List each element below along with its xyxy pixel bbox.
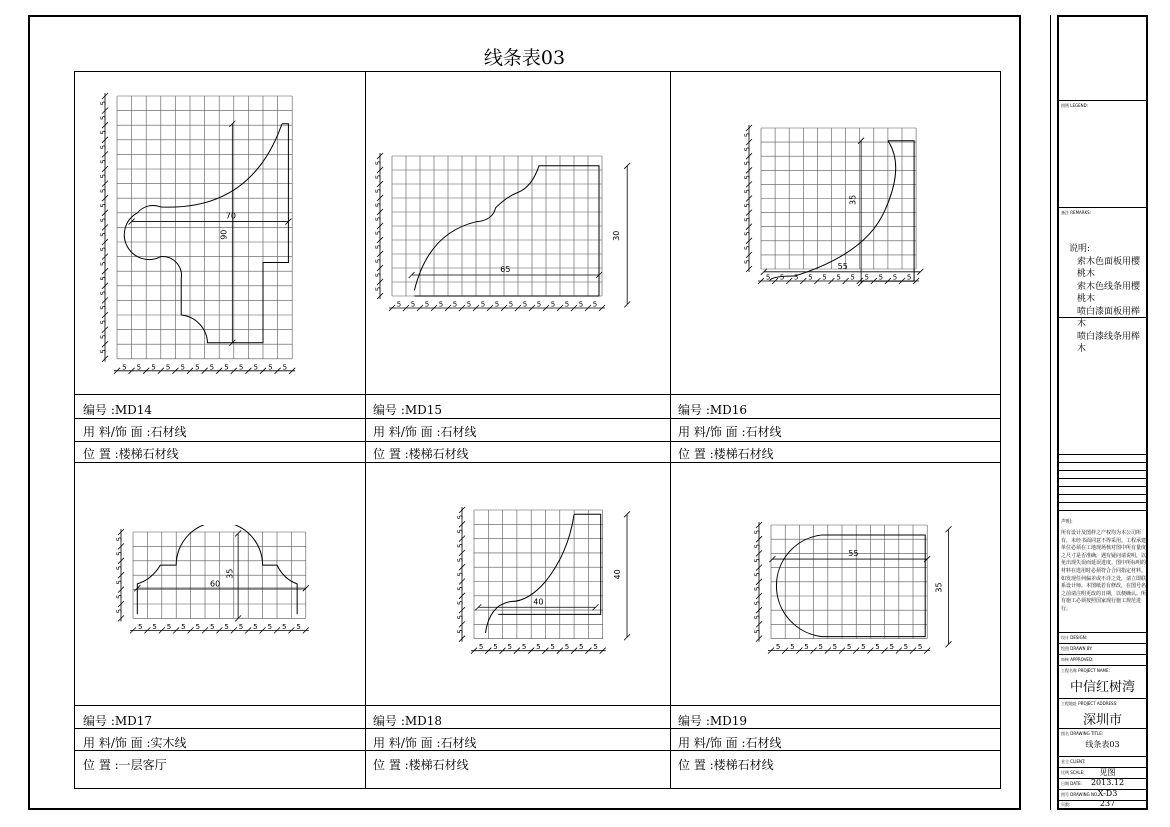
- profile-position: 位 置 :楼梯石材线: [373, 758, 469, 772]
- dimension-label: 35: [225, 568, 235, 579]
- dimension-label: 40: [533, 597, 544, 607]
- scale-label: 5: [99, 159, 108, 164]
- notes-heading: 说明:: [1069, 244, 1091, 254]
- scale-label: 5: [864, 273, 869, 282]
- scale-label: 5: [753, 615, 762, 620]
- profile-position: 位 置 :楼梯石材线: [373, 447, 469, 461]
- scale-label: 5: [456, 514, 465, 520]
- project-name-label: 工程名称 PROJECT NAME:: [1061, 668, 1110, 673]
- profile-code: 编号 :MD17: [83, 714, 153, 728]
- row-divider: [75, 394, 1000, 395]
- row-divider: [75, 705, 1000, 706]
- scale-label: 5: [753, 586, 762, 592]
- scale-label: 5: [753, 529, 762, 535]
- scale-label: 5: [836, 273, 841, 282]
- scale-label: 5: [846, 643, 852, 652]
- dimension-label: 65: [500, 265, 511, 275]
- scale-label: 5: [374, 286, 383, 292]
- profile-outline: [137, 525, 297, 614]
- profile-outline: [414, 166, 599, 296]
- drawing-title-label: 图名 DRAWING TITLE:: [1061, 731, 1104, 736]
- dimension-label: 40: [612, 569, 622, 580]
- scale-label: 5: [224, 622, 229, 631]
- scale-label: 5: [592, 300, 598, 309]
- scale-label: 5: [374, 230, 383, 236]
- scale-label: 5: [115, 551, 124, 556]
- approved-label: 审核 APPROVED:: [1061, 657, 1094, 662]
- scale-label: 5: [374, 216, 383, 222]
- dimension-label: 60: [209, 579, 221, 589]
- scale-label: 5: [522, 300, 528, 309]
- scale-label: 5: [99, 217, 108, 223]
- scale-label: 5: [374, 272, 383, 278]
- scale-label: 5: [743, 259, 752, 265]
- scale-label: 5: [564, 643, 570, 652]
- scale-label: 5: [917, 643, 923, 652]
- remarks-label: 备注 REMARKS:: [1061, 210, 1092, 215]
- scale-label: 5: [456, 543, 465, 548]
- scale-label: 5: [536, 643, 541, 652]
- scale-label: 5: [878, 273, 884, 282]
- legend-label: 图例 LEGEND:: [1061, 103, 1089, 108]
- project-address: 深圳市: [1082, 713, 1122, 728]
- scale-label: 5: [892, 273, 898, 282]
- scale-label: 5: [808, 273, 813, 282]
- scale-label: 5: [564, 300, 570, 309]
- scale-label: 5: [743, 231, 752, 236]
- scale-label: 5: [804, 643, 809, 652]
- dimension-label: 35: [934, 582, 944, 593]
- scale-label: 5: [181, 622, 186, 631]
- scale-label: 5: [903, 643, 909, 652]
- scale-label: 5: [753, 629, 762, 634]
- scale-label: 5: [209, 622, 215, 631]
- notes-block: [1069, 243, 1146, 356]
- scale-label: 5: [508, 300, 514, 309]
- scale-label: 5: [99, 232, 108, 237]
- date-label: 日期 DATE:: [1061, 781, 1083, 786]
- scale-label: 5: [743, 132, 752, 138]
- scale-label: 5: [779, 273, 785, 282]
- profile-outline: [769, 141, 914, 281]
- scale-label: 5: [209, 363, 215, 372]
- drawn-label: 绘图 DRAWN BY:: [1061, 646, 1093, 651]
- scale-label: 5: [818, 643, 823, 652]
- scale-label: 5: [456, 586, 465, 591]
- scale-label: 5: [180, 363, 185, 372]
- scale-label: 5: [374, 188, 383, 194]
- scale-label: 5: [753, 600, 762, 606]
- scale-label: 5: [456, 572, 465, 577]
- scale-label: 5: [466, 300, 472, 309]
- scale-label: 5: [115, 608, 124, 614]
- dimension-label: 70: [225, 211, 236, 221]
- scale-label: 5: [99, 334, 108, 340]
- page-value: 237: [1099, 799, 1116, 808]
- scale-label: 5: [536, 300, 542, 309]
- profile-outline: [124, 124, 288, 343]
- scale-label: 5: [822, 273, 827, 282]
- scale-label: 5: [743, 245, 752, 251]
- drawing-no-label: 图号 DRAWING NO.:: [1061, 792, 1100, 797]
- scale-label: 5: [790, 643, 795, 652]
- scale-label: 5: [579, 643, 584, 652]
- scale-label: 5: [550, 643, 555, 652]
- note-line: 索木色面板用樱桃木: [1077, 256, 1141, 279]
- title-block: [1057, 15, 1148, 810]
- scale-label: 5: [99, 349, 108, 354]
- scale-label: 5: [374, 244, 383, 250]
- scale-label: 5: [224, 363, 229, 372]
- scale-label: 5: [875, 643, 880, 652]
- drawing-no-value: X-D3: [1097, 789, 1118, 798]
- scale-label: 5: [296, 622, 301, 631]
- profile-drawing-md15: [364, 150, 634, 340]
- grid: [771, 525, 927, 639]
- row-divider: [75, 728, 1000, 729]
- scale-label: 5: [493, 643, 498, 652]
- scale-label: 5: [99, 203, 108, 208]
- note-line: 索木色线条用樱桃木: [1077, 281, 1141, 304]
- page-label: 页数:: [1061, 802, 1071, 807]
- profile-position: 位 置 :一层客厅: [83, 758, 167, 772]
- scale-label: 5: [99, 276, 108, 281]
- profile-code: 编号 :MD14: [83, 403, 153, 417]
- sheet-title: 线条表03: [483, 47, 566, 69]
- scale-label: 5: [743, 203, 752, 208]
- scale-label: 5: [374, 160, 383, 166]
- client-label: 业主 CLIENT:: [1061, 759, 1086, 764]
- profile-code: 编号 :MD15: [373, 403, 443, 417]
- project-name: 中信红树湾: [1069, 680, 1135, 695]
- scale-label: 5: [456, 629, 465, 634]
- scale-label: 5: [578, 300, 584, 309]
- scale-label: 5: [281, 622, 287, 631]
- scale-label: 5: [850, 273, 855, 282]
- scale-label: 5: [374, 174, 383, 180]
- scale-label: 5: [424, 300, 430, 309]
- profile-drawing-md19: [745, 515, 955, 665]
- scale-label: 5: [456, 615, 465, 620]
- dimension-label: 55: [837, 262, 848, 271]
- row-divider: [75, 441, 1000, 442]
- profile-code: 编号 :MD16: [678, 403, 748, 417]
- profile-material: 用 料/饰 面 :石材线: [373, 736, 477, 750]
- scale-label: 5: [456, 529, 465, 534]
- scale-label: 5: [753, 544, 762, 549]
- scale-label: 5: [593, 643, 598, 652]
- scale-label: 5: [99, 101, 108, 106]
- scale-label: 5: [137, 622, 143, 631]
- scale-label: 5: [166, 622, 172, 631]
- row-divider: [75, 418, 1000, 419]
- scale-label: 5: [794, 273, 799, 282]
- row-divider: [75, 750, 1000, 751]
- profile-code: 编号 :MD19: [678, 714, 748, 728]
- scale-label: 5: [456, 557, 465, 563]
- profile-position: 位 置 :楼梯石材线: [678, 447, 774, 461]
- statement-text: 所有设计及图样之产权均为本公司所有，未经书面同意不得采用。工程承建单位必须在工地现场核对图中所有量度之尺寸是否准确，遇有疑问请说明，以免出现失误而延误进度。图中所标明的材料在选用时必须符合合同指定材料。如发现任何偏差或不详之处，请立即联系设计师。本图纸若有修改，在图号名之前请注明更改的日期，以便确认。所有施工必须按照国家现行施工规范进行。: [1061, 530, 1147, 612]
- scale-label: 5: [765, 273, 771, 282]
- scale-label: 5: [99, 247, 108, 252]
- drawing-title: 线条表03: [1085, 740, 1120, 749]
- scale-label: 5: [480, 300, 486, 309]
- scale-label: 5: [456, 600, 465, 606]
- grid: [133, 532, 306, 618]
- column-divider: [670, 72, 671, 788]
- scale-label: 5: [253, 363, 258, 372]
- scale-label: 5: [99, 115, 108, 121]
- scale-label: 5: [115, 594, 124, 600]
- profile-material: 用 料/饰 面 :石材线: [678, 425, 782, 439]
- scale-label: 5: [136, 363, 142, 372]
- profile-material: 用 料/饰 面 :石材线: [83, 425, 187, 439]
- scale-label: 5: [99, 188, 108, 194]
- scale-label: 5: [550, 300, 556, 309]
- scale-label: 5: [521, 643, 527, 652]
- scale-label: 5: [115, 580, 124, 585]
- profile-drawing-md18: [450, 500, 640, 670]
- profile-code: 编号 :MD18: [373, 714, 443, 728]
- scale-label: 5: [410, 300, 416, 309]
- scale-label: 5: [99, 320, 108, 325]
- dimension-label: 55: [848, 549, 859, 559]
- profile-drawing-md17: [103, 525, 343, 650]
- scale-label: 5: [267, 622, 273, 631]
- grid: [117, 96, 292, 359]
- scale-label: 5: [438, 300, 444, 309]
- scale-label: 5: [122, 363, 127, 372]
- scale-label: 5: [99, 290, 108, 296]
- scale-value: 见图: [1099, 768, 1116, 777]
- scale-label: 5: [238, 363, 244, 372]
- statement-heading: 声明:: [1061, 519, 1073, 525]
- scale-label: 5: [99, 144, 108, 150]
- scale-label: 5: [452, 300, 458, 309]
- scale-label: 5: [743, 146, 752, 152]
- profile-material: 用 料/饰 面 :实木线: [83, 736, 187, 750]
- dimension-label: 30: [611, 230, 621, 241]
- scale-label: 5: [743, 175, 752, 180]
- scale-label: 5: [374, 202, 383, 208]
- profile-drawing-md16: [733, 120, 933, 330]
- profile-position: 位 置 :楼梯石材线: [678, 758, 774, 772]
- dimension-label: 90: [219, 229, 229, 240]
- scale-label: 比例 SCALE:: [1061, 770, 1085, 775]
- scale-label: 5: [99, 174, 108, 179]
- profile-drawing-md14: [85, 90, 345, 380]
- date-value: 2013.12: [1090, 778, 1125, 787]
- scale-label: 5: [195, 363, 200, 372]
- scale-label: 5: [753, 558, 762, 563]
- profile-material: 用 料/饰 面 :石材线: [678, 736, 782, 750]
- scale-label: 5: [99, 261, 108, 267]
- scale-label: 5: [99, 130, 108, 135]
- scale-label: 5: [151, 363, 156, 372]
- scale-label: 5: [775, 643, 781, 652]
- note-line: 喷白漆面板用榉木: [1077, 306, 1141, 329]
- scale-label: 5: [238, 622, 244, 631]
- scale-label: 5: [152, 622, 157, 631]
- scale-label: 5: [99, 305, 108, 310]
- scale-label: 5: [743, 189, 752, 194]
- project-address-label: 工程地址 PROJECT ADDRESS:: [1061, 701, 1118, 706]
- scale-label: 5: [115, 536, 124, 542]
- scale-label: 5: [268, 363, 273, 372]
- scale-label: 5: [374, 258, 383, 264]
- grid: [474, 510, 603, 639]
- scale-label: 5: [494, 300, 500, 309]
- scale-label: 5: [165, 363, 171, 372]
- scale-label: 5: [115, 565, 124, 571]
- scale-label: 5: [743, 161, 752, 166]
- scale-label: 5: [478, 643, 484, 652]
- row-divider: [75, 462, 1000, 463]
- profile-position: 位 置 :楼梯石材线: [83, 447, 179, 461]
- scale-label: 5: [743, 217, 752, 222]
- scale-label: 5: [195, 622, 201, 631]
- scale-label: 5: [906, 273, 912, 282]
- scale-label: 5: [861, 643, 866, 652]
- profile-material: 用 料/饰 面 :石材线: [373, 425, 477, 439]
- scale-label: 5: [832, 643, 838, 652]
- scale-label: 5: [753, 572, 762, 577]
- scale-label: 5: [889, 643, 894, 652]
- dimension-label: 35: [848, 194, 858, 206]
- scale-label: 5: [253, 622, 258, 631]
- scale-label: 5: [396, 300, 402, 309]
- scale-label: 5: [507, 643, 512, 652]
- design-label: 设计 DESIGN:: [1061, 635, 1088, 640]
- note-line: 喷白漆线条用榉木: [1077, 331, 1141, 354]
- scale-label: 5: [282, 363, 288, 372]
- title-block-edge: [1050, 15, 1051, 810]
